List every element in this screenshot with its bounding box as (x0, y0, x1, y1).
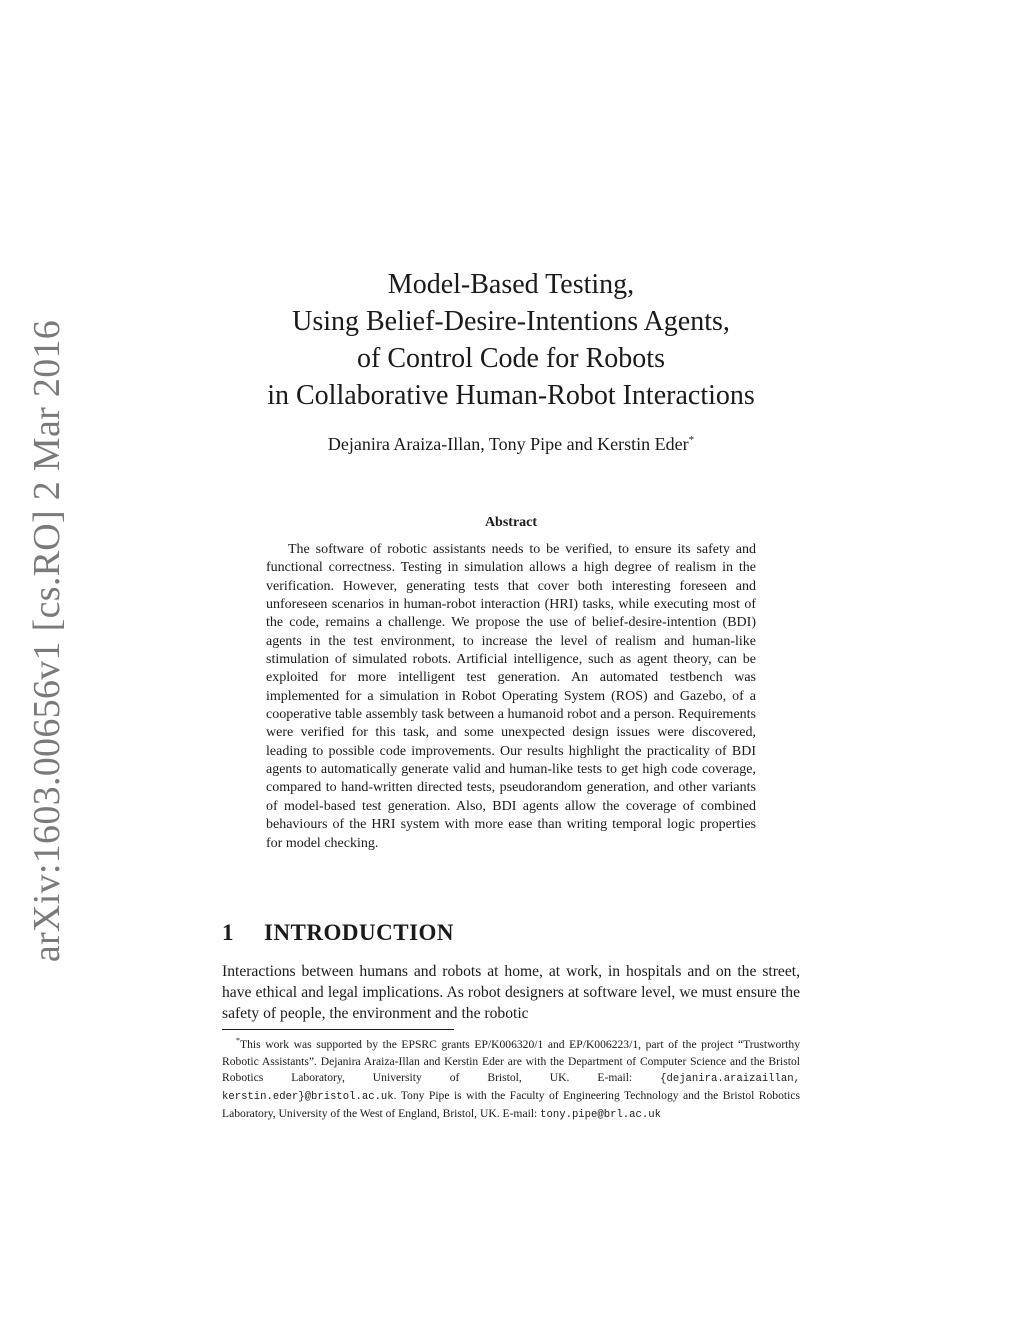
section-title: INTRODUCTION (264, 920, 455, 945)
arxiv-identifier: arXiv:1603.00656v1 [cs.RO] 2 Mar 2016 (26, 319, 68, 963)
abstract-body: The software of robotic assistants needs to be verified, to ensure its safety and functional correctness. Testing in simulation allows a high degree of realism in the verification. However, generating tests that cover both interesting foreseen and unforeseen scenarios in human-robot interaction (HRI) tasks, while executing most of the code, remains a challenge. We propose the use of belief-desire-intention (BDI) agents in the test environment, to increase the level of realism and human-like stimulation of simulated robots. Artificial intelligence, such as agent theory, can be exploited for more intelligent test generation. An automated testbench was implemented for a simulation in Robot Operating System (ROS) and Gazebo, of a cooperative table assembly task between a humanoid robot and a person. Requirements were verified for this task, and some unexpected design issues were discovered, leading to possible code improvements. Our results highlight the practicality of BDI agents to automatically generate valid and human-like tests to get high code coverage, compared to hand-written directed tests, pseudorandom generation, and other variants of model-based test generation. Also, BDI agents allow the coverage of combined behaviours of the HRI system with more ease than writing temporal logic properties for model checking. (266, 542, 756, 851)
footnote-text-part-1: This work was supported by the EPSRC grants EP/K006320/1 and EP/K006223/1, part of the project “Trustworthy Robotic Assistants”. Dejanira Araiza-Illan and Kerstin Eder are with the Department of Computer Science and the Bristol Robotics Laboratory, University of Bristol, UK. E-mail: (222, 1037, 800, 1085)
paper-title (222, 266, 800, 414)
title-line: of Control Code for Robots (357, 343, 665, 374)
footnote-email-bristol: {dejanira.araizaillan, kerstin.eder}@bristol.ac.uk (222, 1073, 800, 1104)
section-heading (222, 920, 800, 946)
footnote-mark: * (236, 1036, 240, 1045)
footnote (222, 1033, 800, 1124)
footnote-text-part-2: . Tony Pipe is with the Faculty of Engineering Technology and the Bristol Robotics Laboratory, University of the West of England, Bristol, UK. E-mail: (222, 1089, 800, 1121)
footnote-email-brl: tony.pipe@brl.ac.uk (540, 1109, 661, 1122)
title-line: Model-Based Testing, (387, 269, 635, 300)
section-number: 1 (222, 920, 234, 945)
author-footnote-mark: * (688, 434, 695, 446)
author-names: Dejanira Araiza-Illan, Tony Pipe and Kerstin Eder (327, 434, 689, 454)
introduction-paragraph: Interactions between humans and robots at home, at work, in hospitals and on the street, have ethical and legal implications. As robot designers at software level, we must ensure the safety of people, the environment and the robotic (222, 963, 800, 1023)
arxiv-stamp (18, 319, 76, 963)
title-line: in Collaborative Human-Robot Interactions (267, 380, 755, 411)
footnote-divider (222, 1029, 454, 1030)
abstract-heading: Abstract (484, 515, 538, 530)
title-line: Using Belief-Desire-Intentions Agents, (292, 306, 730, 337)
author-list (222, 434, 800, 455)
